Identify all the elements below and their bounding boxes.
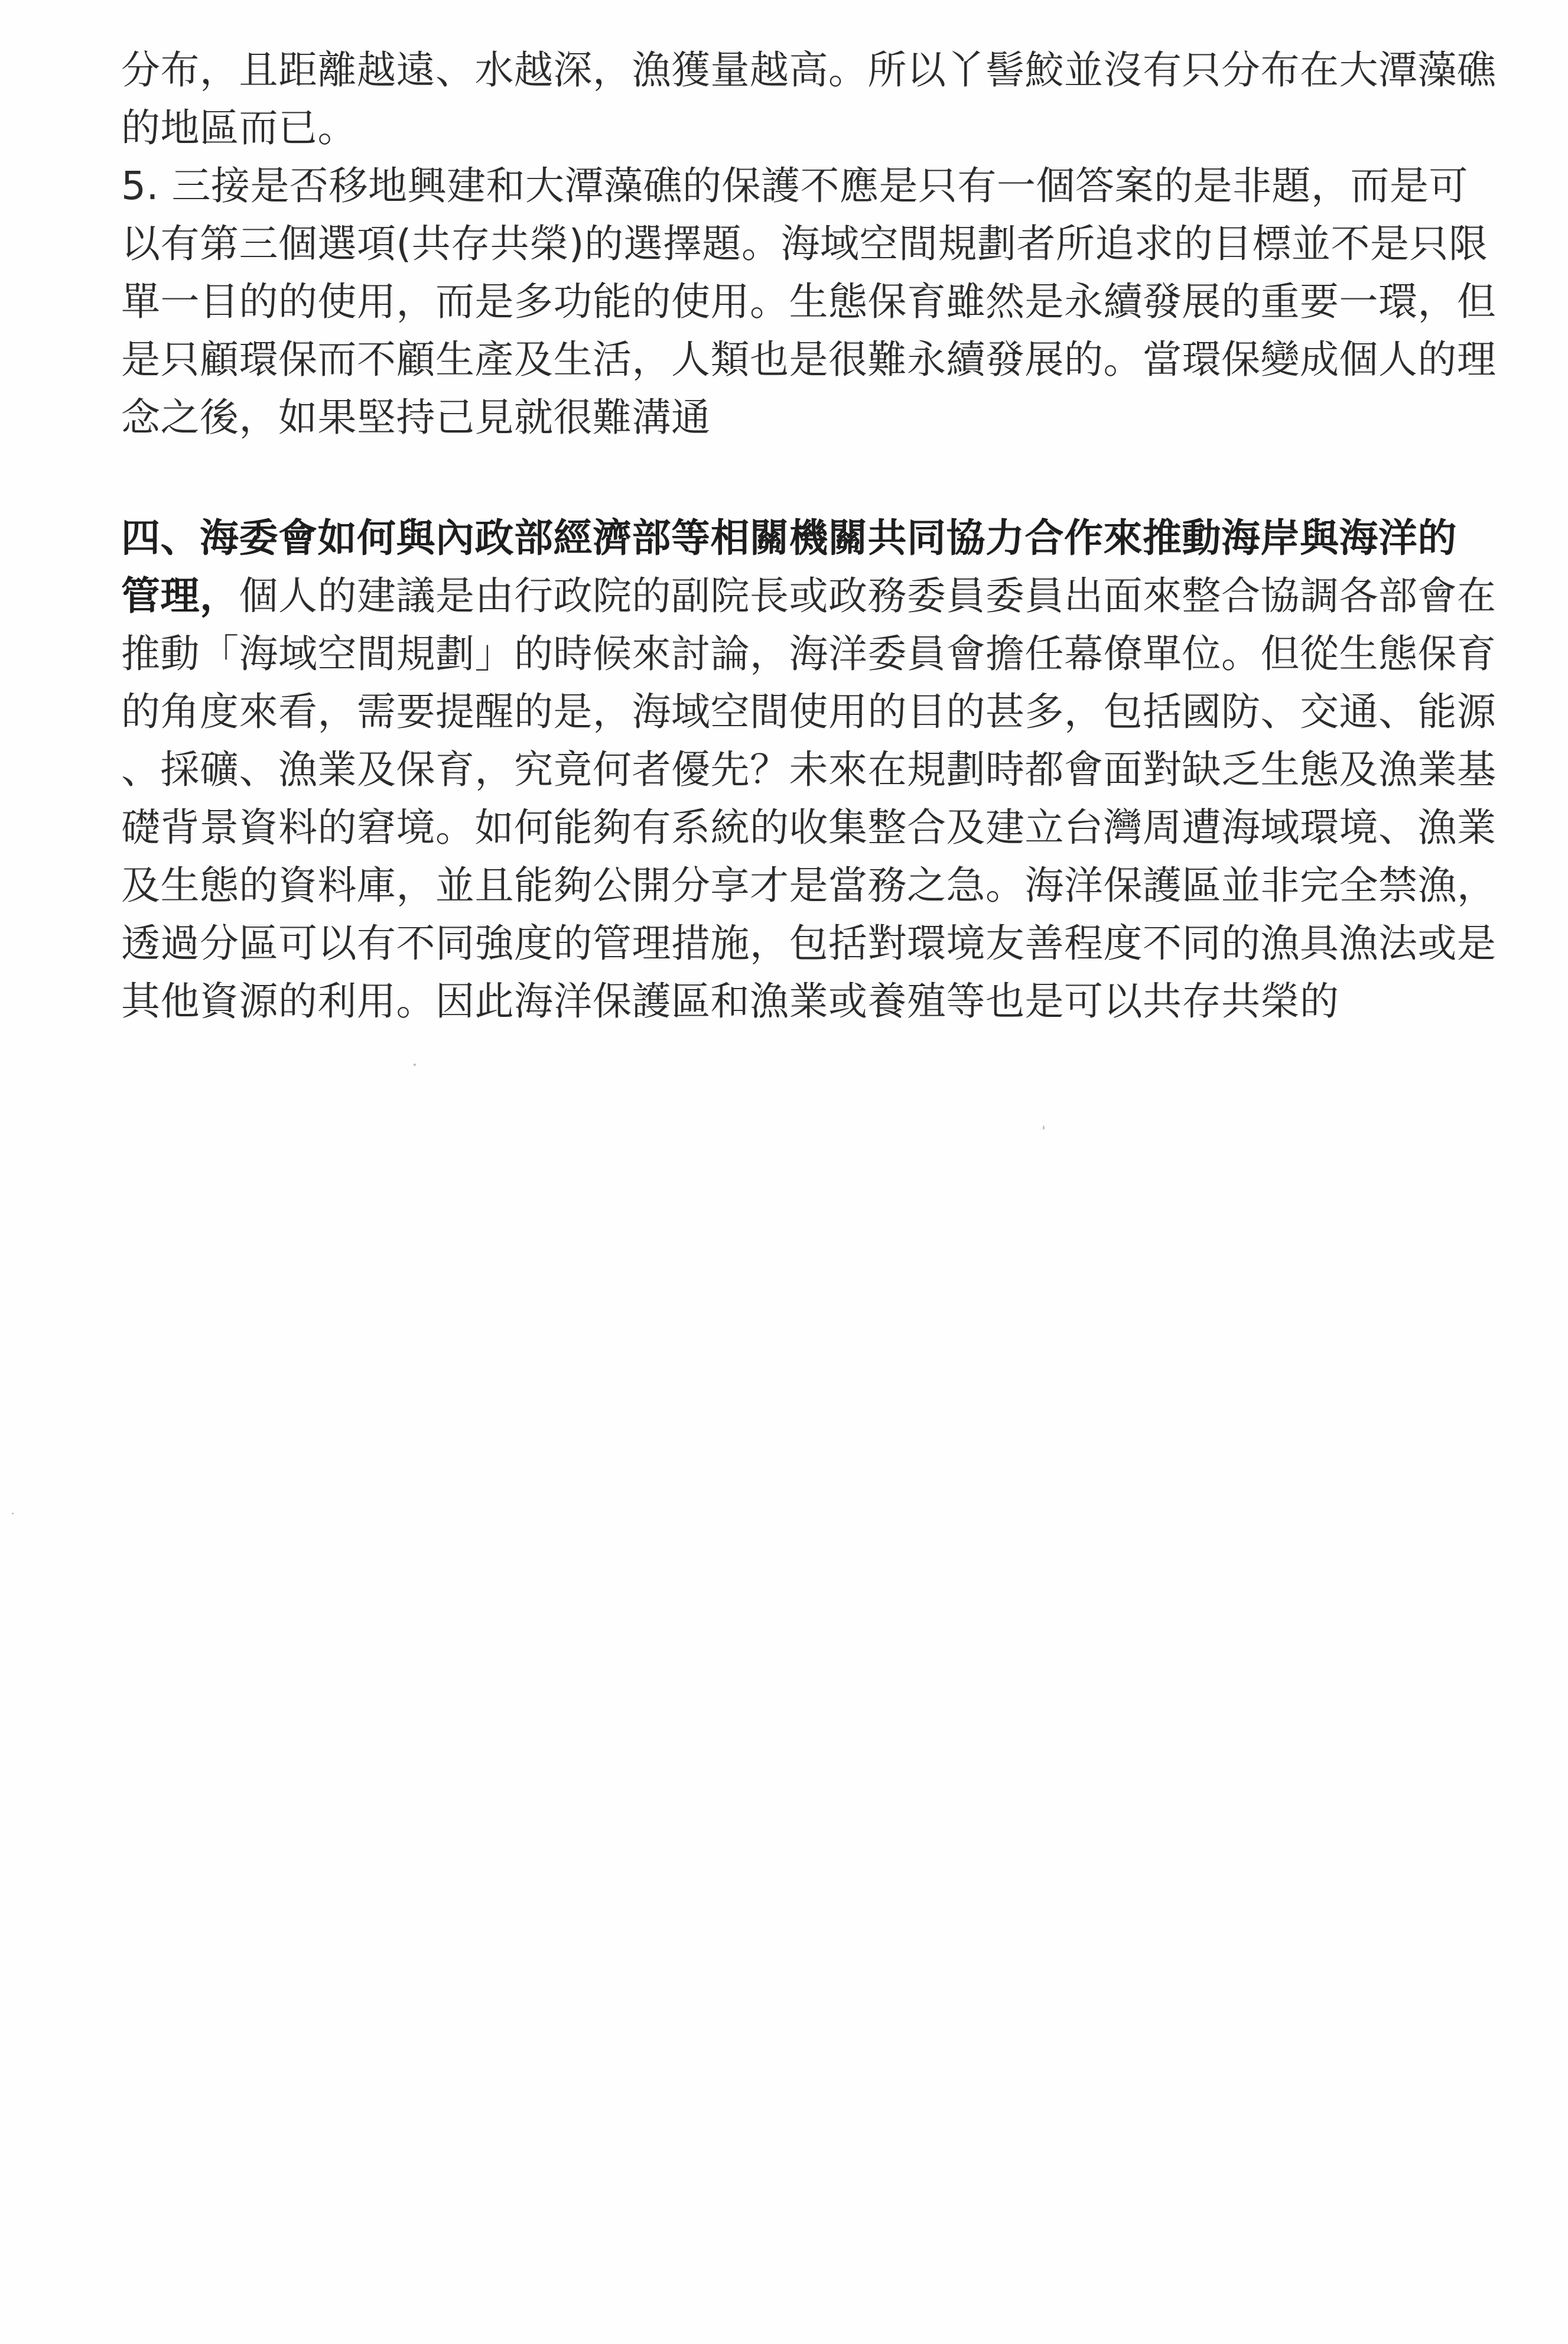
section-4-heading-end: 管理， — [121, 573, 239, 619]
section-4 — [121, 509, 1497, 1030]
text-line: 的地區而已。 — [121, 105, 357, 151]
section-4-heading: 四、海委會如何與內政部經濟部等相關機關共同協力合作來推動海岸與海洋的 — [121, 515, 1457, 561]
text-line: 推動「海域空間規劃」的時候來討論，海洋委員會擔任幕僚單位。但從生態保育 — [121, 631, 1497, 677]
text-line: 透過分區可以有不同強度的管理措施，包括對環境友善程度不同的漁具漁法或是 — [121, 921, 1497, 966]
section-4-heading-continuation — [121, 567, 1497, 625]
item-5-paragraph — [121, 157, 1497, 447]
scan-speck — [414, 1064, 416, 1066]
text-line: 的角度來看，需要提醒的是，海域空間使用的目的甚多，包括國防、交通、能源 — [121, 689, 1497, 734]
text-line: 是只顧環保而不顧生產及生活，人類也是很難永續發展的。當環保變成個人的理 — [121, 337, 1497, 382]
text-line: 及生態的資料庫，並且能夠公開分享才是當務之急。海洋保護區並非完全禁漁， — [121, 863, 1497, 908]
scan-speck — [12, 1513, 14, 1514]
continued-paragraph — [121, 41, 1497, 157]
text-line: 單一目的的使用，而是多功能的使用。生態保育雖然是永續發展的重要一環，但 — [121, 279, 1497, 324]
text-line: 念之後，如果堅持己見就很難溝通 — [121, 395, 711, 440]
text-line: 礎背景資料的窘境。如何能夠有系統的收集整合及建立台灣周遭海域環境、漁業 — [121, 805, 1497, 850]
text-line: 分布，且距離越遠、水越深，漁獲量越高。所以丫髻鮫並沒有只分布在大潭藻礁 — [121, 47, 1497, 93]
text-line: 、採礦、漁業及保育，究竟何者優先？未來在規劃時都會面對缺乏生態及漁業基 — [121, 747, 1497, 792]
text-line: 5. 三接是否移地興建和大潭藻礁的保護不應是只有一個答案的是非題，而是可 — [121, 163, 1468, 209]
text-line: 以有第三個選項(共存共榮)的選擇題。海域空間規劃者所追求的目標並不是只限 — [121, 221, 1488, 266]
scan-speck — [1043, 1126, 1045, 1130]
text-line: 其他資源的利用。因此海洋保護區和漁業或養殖等也是可以共存共榮的 — [121, 978, 1339, 1024]
section-4-body-start: 個人的建議是由行政院的副院長或政務委員委員出面來整合協調各部會在 — [239, 573, 1497, 619]
